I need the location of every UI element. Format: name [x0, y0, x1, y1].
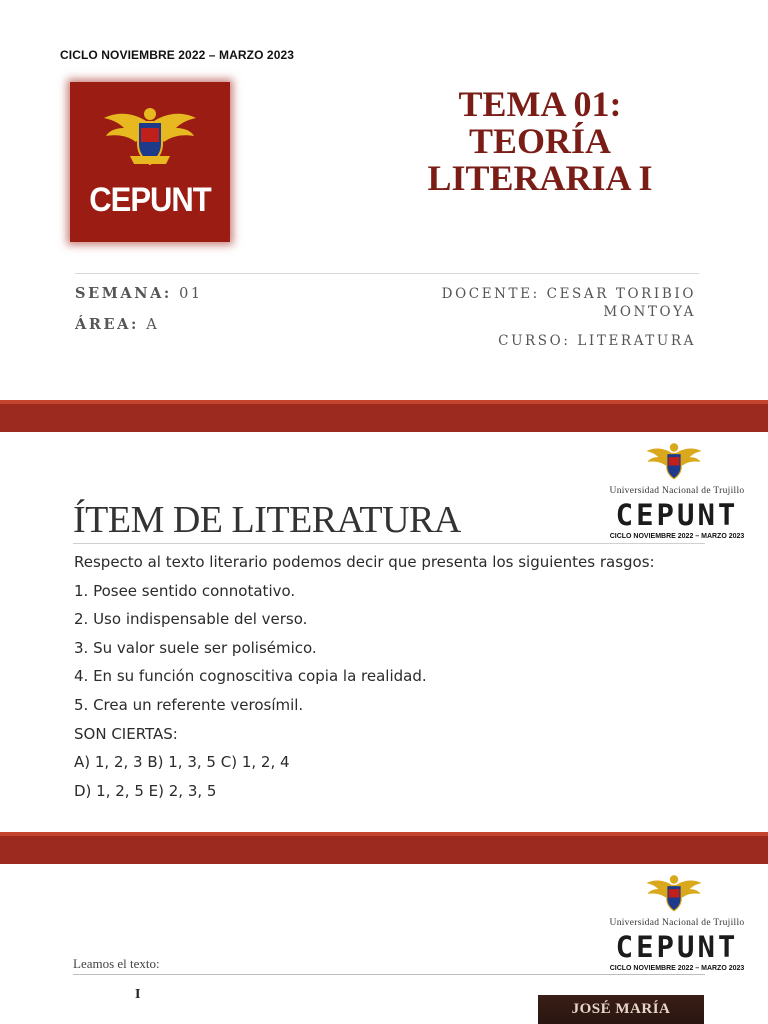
eagle-crest-icon: [644, 872, 704, 917]
logo-brand-text: CEPUNT: [615, 498, 739, 532]
university-name: Universidad Nacional de Trujillo: [609, 486, 745, 496]
question-line: Respecto al texto literario podemos decir que presenta los siguientes rasgos:: [74, 553, 655, 571]
eagle-crest-icon: [100, 104, 200, 174]
area-label: ÁREA:: [75, 316, 139, 333]
book-cover-image: JOSÉ MARÍA: [538, 995, 704, 1024]
cepunt-university-logo: [592, 440, 762, 550]
title-line-3: LITERARIA I: [427, 158, 653, 198]
item-title: ÍTEM DE LITERATURA: [73, 499, 461, 541]
logo-brand-text: CEPUNT: [615, 930, 739, 964]
logo-cycle: CICLO NOVIEMBRE 2022 – MARZO 2023: [609, 533, 745, 540]
slide-separator-band: [0, 832, 768, 864]
section-numeral: I: [135, 987, 141, 1002]
question-line: D) 1, 2, 5 E) 2, 3, 5: [74, 781, 217, 800]
question-line: SON CIERTAS:: [74, 724, 178, 743]
cepunt-university-logo: [592, 872, 762, 982]
cepunt-logo: [70, 82, 230, 242]
divider: [73, 543, 705, 544]
cycle-label: CICLO NOVIEMBRE 2022 – MARZO 2023: [60, 48, 295, 62]
question-text: [74, 548, 714, 805]
docente-line-1: DOCENTE: CESAR TORIBIO: [441, 286, 696, 302]
question-line: 4. En su función cognoscitiva copia la realidad.: [74, 667, 427, 686]
title-line-2: TEORÍA: [468, 121, 612, 161]
semana-label: SEMANA:: [75, 285, 172, 302]
slide-separator-band: [0, 400, 768, 432]
docente-info: [396, 285, 696, 321]
question-line: 2. Uso indispensable del verso.: [74, 610, 308, 629]
question-line: A) 1, 2, 3 B) 1, 3, 5 C) 1, 2, 4: [74, 753, 290, 772]
curso-info: CURSO: LITERATURA: [498, 333, 696, 349]
docente-line-2: MONTOYA: [603, 304, 696, 320]
university-name: Universidad Nacional de Trujillo: [609, 918, 745, 928]
semana-value: 01: [179, 286, 203, 302]
lead-text: Leamos el texto:: [73, 956, 160, 971]
logo-brand-text: CEPUNT: [89, 179, 211, 220]
question-line: 1. Posee sentido connotativo.: [74, 581, 296, 600]
divider: [75, 273, 699, 274]
area-info: [75, 316, 159, 333]
title-line-1: TEMA 01:: [458, 84, 622, 124]
slide-title: [340, 86, 740, 197]
question-line: 3. Su valor suele ser polisémico.: [74, 638, 317, 657]
area-value: A: [146, 317, 160, 333]
question-line: 5. Crea un referente verosímil.: [74, 695, 304, 714]
logo-cycle: CICLO NOVIEMBRE 2022 – MARZO 2023: [609, 965, 745, 972]
eagle-crest-icon: [644, 440, 704, 485]
divider: [73, 974, 705, 975]
semana-info: [75, 285, 203, 302]
